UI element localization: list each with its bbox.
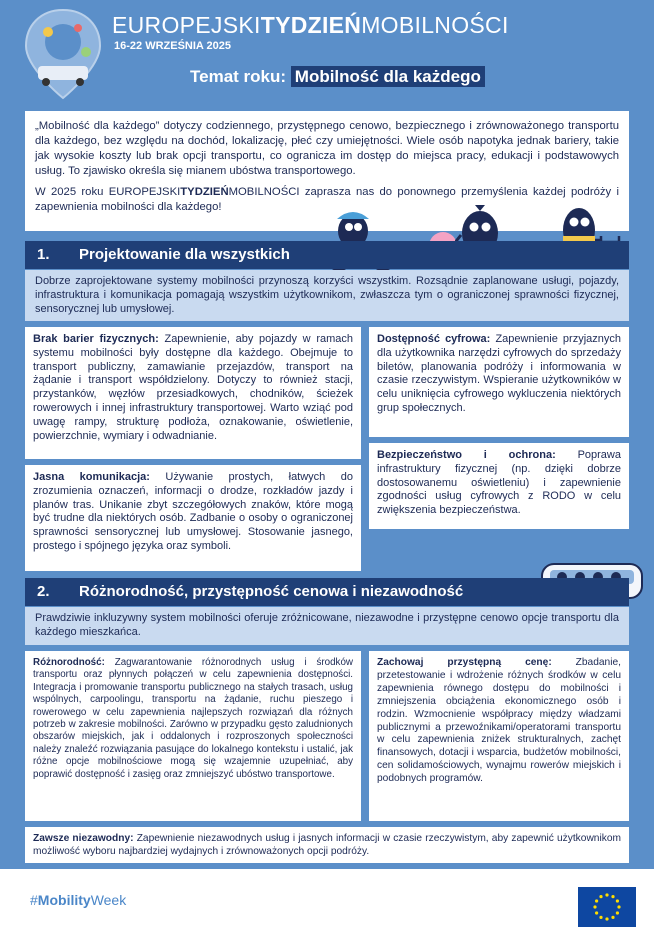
theme-value: Mobilność dla każdego <box>291 66 485 87</box>
theme-heading: Temat roku: Mobilność dla każdego <box>190 67 485 87</box>
section-1-number: 1. <box>37 246 50 263</box>
card-affordability: Zachowaj przystępną cenę: Zbadanie, przetestowanie i wdrożenie różnych środków w celu zapewnienia równego dostępu do mobilności i zmniejszenia obciążenia ekonomicznego osób i rodzin. Wzmocnienie współpracy między władzami publicznymi a przewoźnikami/operatorami transportu w celu zapewnienia zniżek strukturalnych, zachęt finansowych, dotacji i wsparcia, budżetów mobilności, cen solidamościowych, wynajmu rowerów miejskich i podobnych programów. <box>369 651 629 821</box>
section-1-title: Projektowanie dla wszystkich <box>79 246 290 263</box>
card-physical-barriers: Brak barier fizycznych: Zapewnienie, aby pojazdy w ramach systemu mobilności były dostępne dla każdego. Obejmuje to transport publiczny, zamawianie przejazdów, transport na żądanie i transport współdzielony. Dotyczy to również stacji, przystanków, węzłów przesiadkowych, chodników, ścieżek rowerowych i innej infrastruktury transportowej. Warto wziąć pod uwagę rampy, strukturę podłoża, oznakowanie, oświetlenie, powierzchnie, wymiary i odwadnianie. <box>25 327 361 459</box>
mobility-week-hashtag: #MobilityWeek <box>30 892 127 908</box>
campaign-dates: 16-22 WRZEŚNIA 2025 <box>114 40 231 52</box>
card-safety-security: Bezpieczeństwo i ochrona: Poprawa infrastruktury fizycznej (np. dzięki dobrze dostosowanemu oświetleniu) i zapewnienie zgodności usług cyfrowych z RODO w celu zwiększenia bezpieczeństwa. <box>369 443 629 529</box>
section-1-header <box>25 241 629 269</box>
section-2-header <box>25 578 629 606</box>
intro-paragraph-1: „Mobilność dla każdego” dotyczy codziennego, przystępnego cenowo, bezpiecznego i zrównoważonego transportu dla każdego, bez względu na dochód, lokalizację, płeć czy umiejętności. Wiele osób napotyka jednak bariery, takie jak wysokie koszty lub brak opcji transportu, co ogranicza im dostęp do miejsca pracy, edukacji i podstawowych usług. To zjawisko określa się mianem ubóstwa transportowego. <box>35 120 619 177</box>
footer <box>0 869 654 946</box>
eu-flag-icon <box>578 887 636 927</box>
campaign-title: EUROPEJSKITYDZIEŃMOBILNOŚCI <box>112 12 509 38</box>
card-reliability: Zawsze niezawodny: Zapewnienie niezawodnych usług i jasnych informacji w czasie rzeczywistym, aby zapewnić użytkownikom możliwość wyboru najbardziej wydajnych i zrównoważonych opcji podróży. <box>25 827 629 863</box>
card-diversity: Różnorodność: Zagwarantowanie różnorodnych usług i środków transportu oraz płynnych połączeń w celu zapewnienia dostępności. Integracja i promowanie transportu publicznego na stałych trasach, usług wspólnych, carpoolingu, transportu na żądanie, ruchu pieszego i rowerowego w celu zapewnienia najlepszych rozwiązań dla różnych potrzeb w zakresie mobilności. Zarówno w przypadku gęsto zaludnionych obszarów miejskich, jak i oddalonych i rozproszonych społeczności należy znaleźć rozwiązania pasujące do lokalnego kontekstu i ustalić, jak różne opcje mobilnościowe mogą się wzajemnie uzupełniać, aby poprawić dostępność i zasięg oraz zmniejszyć ubóstwo transportowe. <box>25 651 361 821</box>
section-2-number: 2. <box>37 583 50 600</box>
section-2-summary: Prawdziwie inkluzywny system mobilności oferuje zróżnicowane, niezawodne i przystępne cenowo opcje transportu dla każdego mieszkańca. <box>25 607 629 645</box>
section-2-title: Różnorodność, przystępność cenowa i niezawodność <box>79 583 464 600</box>
header <box>0 0 654 100</box>
intro-paragraph-2: W 2025 roku EUROPEJSKITYDZIEŃMOBILNOŚCI zaprasza nas do ponownego przemyślenia każdej podróży i zapewnienia mobilności dla każdego! <box>35 186 619 213</box>
section-1-summary: Dobrze zaprojektowane systemy mobilności przynoszą korzyści wszystkim. Rozsądnie zaplanowane usługi, pojazdy, infrastruktura i komunikacja pomagają wszystkim użytkownikom, zwłaszcza tym o ograniczonej sprawności fizycznej, sensorycznej lub umysłowej. <box>25 270 629 321</box>
card-digital-accessibility: Dostępność cyfrowa: Zapewnienie przyjaznych dla użytkownika narzędzi cyfrowych do sprzedaży biletów, planowania podróży i informowania w czasie rzeczywistym. Wspieranie użytkowników w celu uniknięcia cyfrowego wykluczenia niektórych grup społecznych. <box>369 327 629 437</box>
mobility-week-logo-icon <box>18 6 108 102</box>
card-clear-communication: Jasna komunikacja: Używanie prostych, łatwych do zrozumienia oznaczeń, informacji o drodze, rozkładów jazdy i planów tras. Unikanie zbyt szczegółowych znaków, które mogą być trudne dla niektórych osób. Zadbanie o osoby o ograniczonej sprawności sensorycznej lub umysłowej. Stosowanie jasnego, prostego i spójnego języka oraz symboli. <box>25 465 361 571</box>
